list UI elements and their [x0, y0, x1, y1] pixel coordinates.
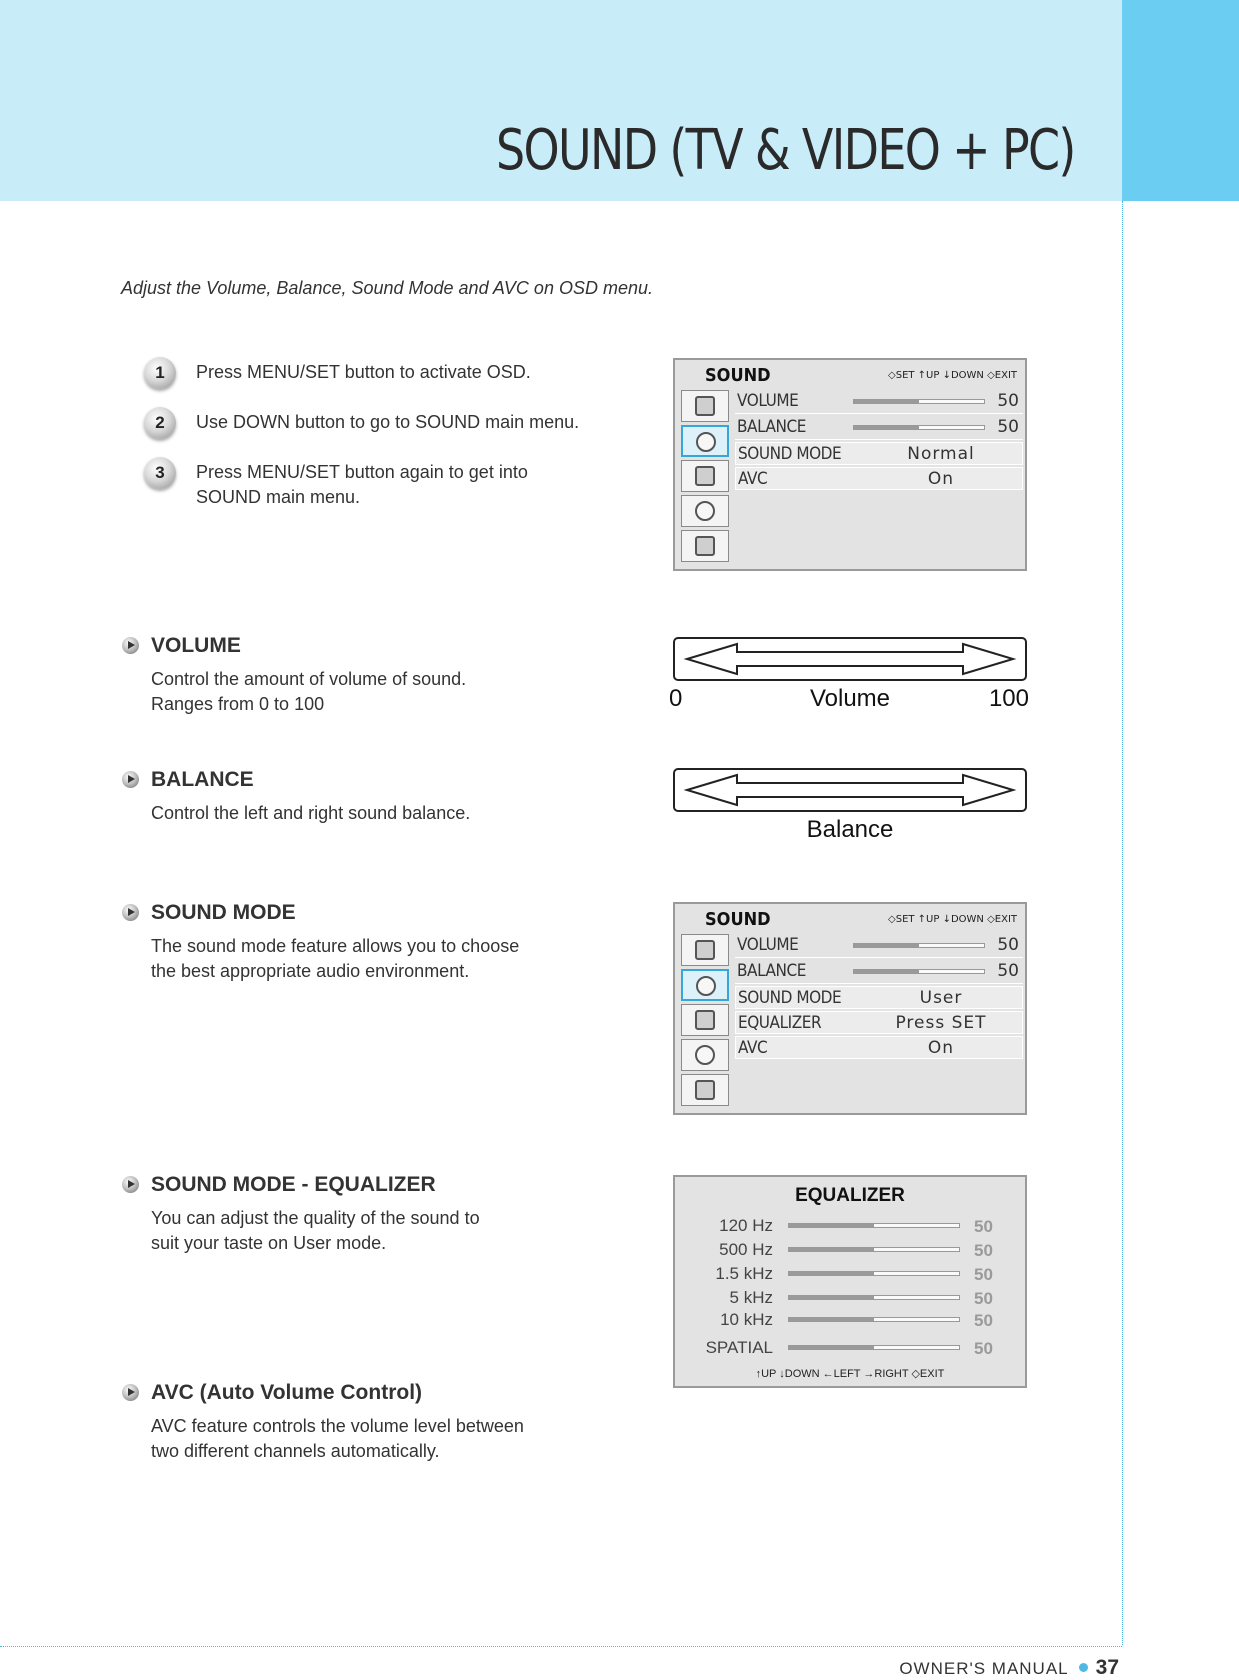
special-menu-icon[interactable]: [681, 1074, 729, 1106]
double-arrow-icon: [675, 770, 1025, 810]
slider-fill: [854, 970, 919, 973]
osd-row-value: On: [927, 469, 955, 489]
osd-nav-hint: ◇SET ↑UP ↓DOWN ◇EXIT: [888, 370, 1017, 381]
osd-icon-column: [681, 390, 733, 565]
osd-row-value: 50: [997, 935, 1019, 955]
section-title: BALANCE: [151, 768, 254, 791]
bottom-margin-line: [0, 1646, 1122, 1647]
osd-row-value: 50: [997, 961, 1019, 981]
page-title: SOUND (TV & VIDEO + PC): [496, 118, 1075, 183]
osd-row-label: VOLUME: [737, 391, 799, 411]
osd-row-label: VOLUME: [737, 935, 799, 955]
balance-slider[interactable]: [853, 425, 985, 430]
right-margin-line: [1122, 201, 1123, 1645]
osd-row-value: 50: [997, 417, 1019, 437]
setup-menu-icon[interactable]: [681, 460, 729, 492]
osd-row-avc[interactable]: [735, 467, 1023, 490]
volume-range-figure: [669, 637, 1029, 717]
osd-row-label: BALANCE: [737, 961, 806, 981]
eq-nav-hint: ↑UP ↓DOWN ←LEFT →RIGHT ◇EXIT: [755, 1368, 945, 1380]
eq-band-label: 500 Hz: [719, 1240, 773, 1259]
equalizer-title: EQUALIZER: [795, 1185, 905, 1206]
eq-band-spatial[interactable]: [675, 1338, 1025, 1360]
osd-nav-hint: ◇SET ↑UP ↓DOWN ◇EXIT: [888, 914, 1017, 925]
osd-row-label: AVC: [738, 1038, 768, 1058]
osd-row-balance[interactable]: [735, 960, 1023, 984]
page-number: 37: [1095, 1656, 1119, 1679]
header-tab: [1122, 0, 1239, 201]
footer-dot-icon: [1079, 1663, 1088, 1672]
volume-max: 100: [988, 685, 1029, 712]
volume-label: Volume: [809, 685, 891, 712]
slider-fill: [789, 1346, 874, 1349]
osd-header: [675, 904, 1025, 932]
osd-title: SOUND: [705, 909, 771, 930]
eq-band-slider[interactable]: [788, 1271, 960, 1276]
osd-row-value: 50: [997, 391, 1019, 411]
slider-fill: [789, 1318, 874, 1321]
osd-row-sound-mode[interactable]: [735, 986, 1023, 1009]
osd-row-value: User: [919, 988, 963, 1008]
section-title: SOUND MODE - EQUALIZER: [151, 1173, 436, 1196]
osd-row-label: EQUALIZER: [738, 1013, 822, 1033]
section-title: SOUND MODE: [151, 901, 296, 924]
osd-row-avc[interactable]: [735, 1036, 1023, 1059]
osd-sound-menu: [673, 358, 1027, 571]
osd-row-value: On: [927, 1038, 955, 1058]
eq-band-500hz[interactable]: [675, 1240, 1025, 1262]
eq-band-label: 120 Hz: [719, 1216, 773, 1235]
eq-band-value: 50: [974, 1311, 993, 1330]
eq-band-1-5khz[interactable]: [675, 1264, 1025, 1286]
footer: [899, 1656, 1119, 1680]
eq-band-value: 50: [974, 1289, 993, 1308]
osd-row-volume[interactable]: [735, 934, 1023, 958]
picture-menu-icon[interactable]: [681, 934, 729, 966]
eq-band-value: 50: [974, 1217, 993, 1236]
sound-menu-icon[interactable]: [681, 425, 729, 457]
step-text: Press MENU/SET button again to get into SOUND main menu.: [196, 462, 528, 507]
bullet-arrow-icon: [122, 1176, 139, 1193]
eq-band-slider[interactable]: [788, 1345, 960, 1350]
equalizer-panel: [673, 1175, 1027, 1388]
eq-band-label: SPATIAL: [705, 1338, 773, 1357]
step-number-badge: 1: [144, 357, 176, 389]
osd-sound-menu-user: [673, 902, 1027, 1115]
osd-row-volume[interactable]: [735, 390, 1023, 414]
eq-band-label: 1.5 kHz: [715, 1264, 773, 1283]
slider-fill: [854, 944, 919, 947]
eq-band-value: 50: [974, 1339, 993, 1358]
osd-header: [675, 360, 1025, 388]
intro-text: Adjust the Volume, Balance, Sound Mode and AVC on OSD menu.: [121, 278, 653, 298]
eq-band-slider[interactable]: [788, 1317, 960, 1322]
section-body: The sound mode feature allows you to choose the best appropriate audio environment.: [151, 936, 520, 981]
bullet-arrow-icon: [122, 904, 139, 921]
osd-row-label: SOUND MODE: [738, 444, 842, 464]
osd-row-equalizer[interactable]: [735, 1011, 1023, 1034]
setup-menu-icon[interactable]: [681, 1004, 729, 1036]
step-number-badge: 2: [144, 407, 176, 439]
section-body: Control the amount of volume of sound. Ranges from 0 to 100: [151, 669, 467, 714]
osd-rows: [735, 390, 1023, 492]
section-title: AVC (Auto Volume Control): [151, 1381, 423, 1404]
slider-fill: [789, 1296, 874, 1299]
osd-rows: [735, 934, 1023, 1061]
step-number-badge: 3: [144, 457, 176, 489]
osd-row-sound-mode[interactable]: [735, 442, 1023, 465]
slider-fill: [854, 426, 919, 429]
osd-row-label: AVC: [738, 469, 768, 489]
section-title: VOLUME: [151, 634, 241, 657]
eq-band-label: 5 kHz: [729, 1288, 773, 1307]
volume-slider[interactable]: [853, 399, 985, 404]
balance-label: Balance: [806, 816, 894, 843]
slider-fill: [789, 1224, 874, 1227]
bullet-arrow-icon: [122, 1384, 139, 1401]
eq-band-value: 50: [974, 1265, 993, 1284]
time-menu-icon[interactable]: [681, 1039, 729, 1071]
eq-band-120hz[interactable]: [675, 1216, 1025, 1238]
osd-title: SOUND: [705, 365, 771, 386]
eq-band-10khz[interactable]: [675, 1310, 1025, 1332]
balance-slider[interactable]: [853, 969, 985, 974]
double-arrow-icon: [675, 639, 1025, 679]
bullet-arrow-icon: [122, 637, 139, 654]
sound-menu-icon[interactable]: [681, 969, 729, 1001]
eq-band-slider[interactable]: [788, 1223, 960, 1228]
volume-min: 0: [669, 685, 683, 712]
footer-text: OWNER'S MANUAL: [899, 1659, 1069, 1678]
osd-icon-column: [681, 934, 733, 1109]
bullet-arrow-icon: [122, 771, 139, 788]
eq-band-value: 50: [974, 1241, 993, 1260]
slider-fill: [789, 1248, 874, 1251]
slider-fill: [789, 1272, 874, 1275]
osd-row-value: Normal: [907, 444, 975, 464]
eq-band-label: 10 kHz: [720, 1310, 773, 1329]
balance-range-figure: [673, 768, 1027, 848]
time-menu-icon[interactable]: [681, 495, 729, 527]
volume-slider[interactable]: [853, 943, 985, 948]
eq-band-slider[interactable]: [788, 1295, 960, 1300]
picture-menu-icon[interactable]: [681, 390, 729, 422]
eq-band-slider[interactable]: [788, 1247, 960, 1252]
step-text: Use DOWN button to go to SOUND main menu.: [196, 412, 580, 432]
eq-band-5khz[interactable]: [675, 1288, 1025, 1310]
volume-range-box: [673, 637, 1027, 681]
section-body: You can adjust the quality of the sound to suit your taste on User mode.: [151, 1208, 480, 1253]
osd-row-value: Press SET: [895, 1013, 987, 1033]
osd-row-label: BALANCE: [737, 417, 806, 437]
osd-row-label: SOUND MODE: [738, 988, 842, 1008]
slider-fill: [854, 400, 919, 403]
section-body: AVC feature controls the volume level between two different channels automatically.: [151, 1416, 524, 1461]
special-menu-icon[interactable]: [681, 530, 729, 562]
section-body: Control the left and right sound balance.: [151, 803, 471, 823]
osd-row-balance[interactable]: [735, 416, 1023, 440]
balance-range-box: [673, 768, 1027, 812]
step-text: Press MENU/SET button to activate OSD.: [196, 362, 531, 382]
